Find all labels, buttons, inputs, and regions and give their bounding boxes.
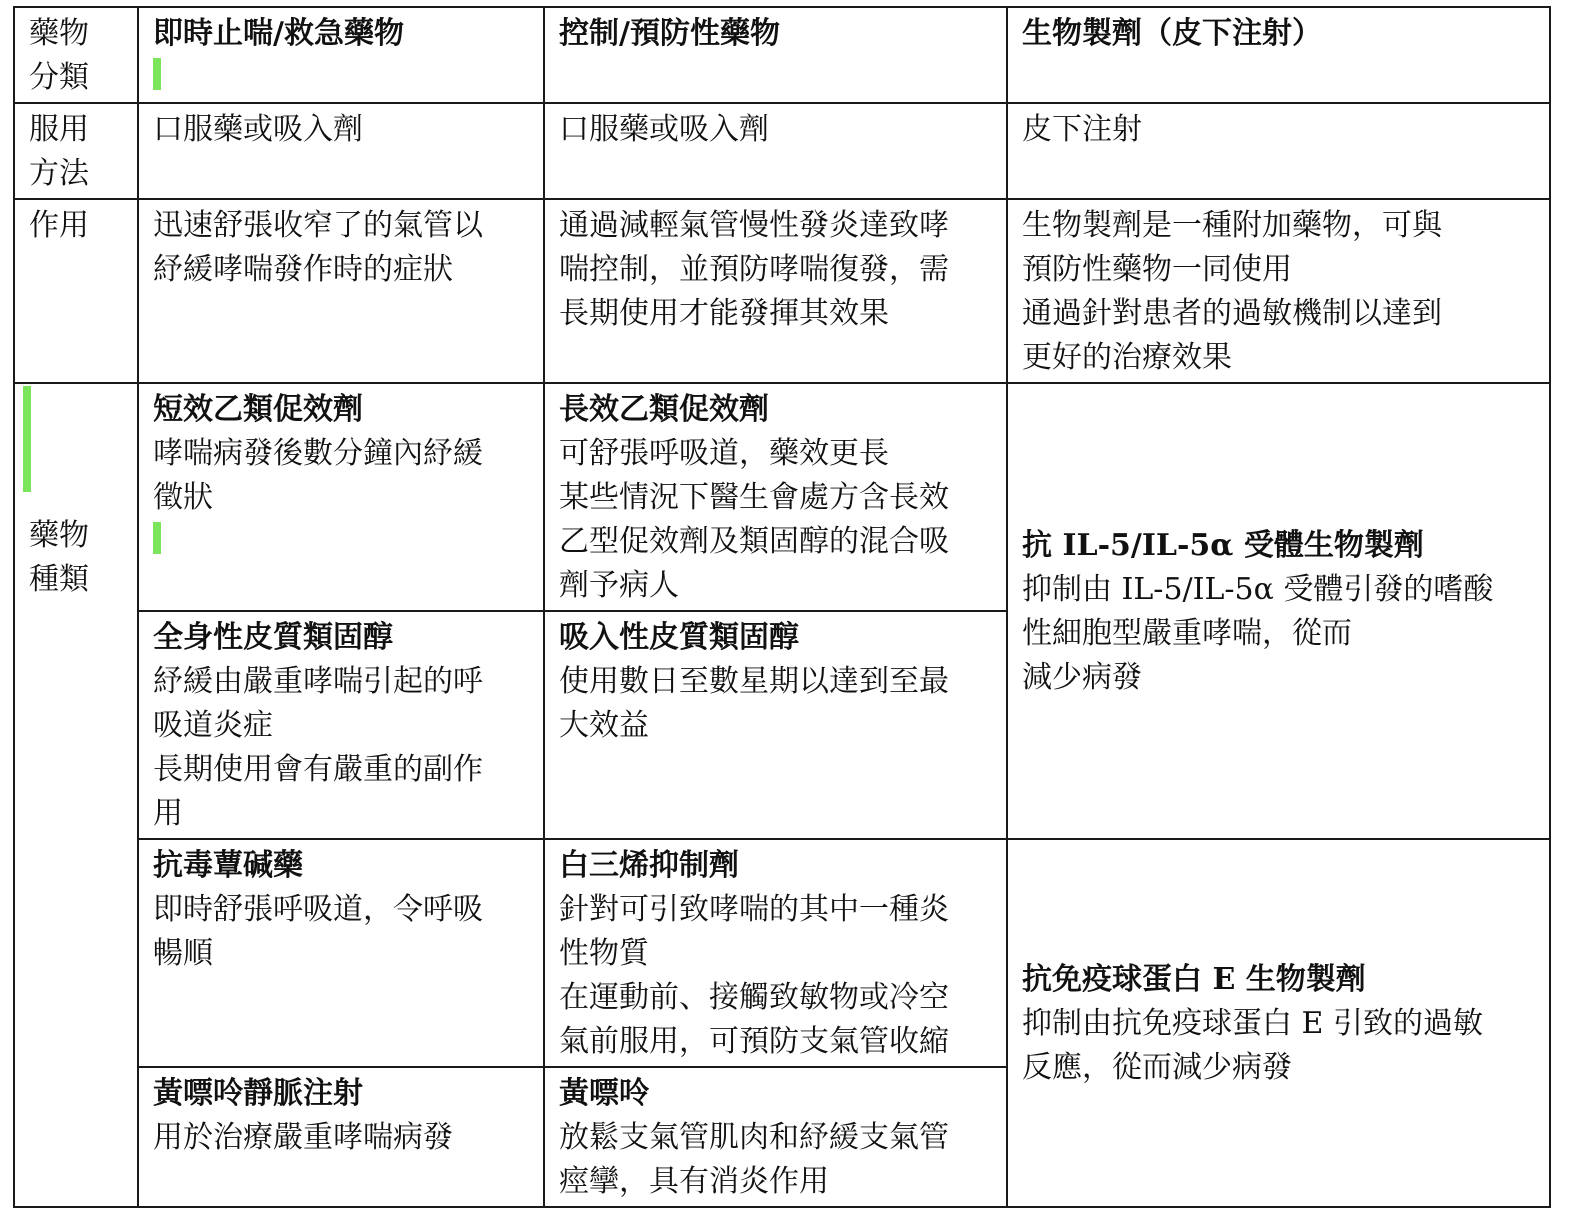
- ige-title: 抗免疫球蛋白 E 生物製劑: [1022, 962, 1366, 997]
- systemic-steroid-title: 全身性皮質類固醇: [153, 620, 393, 655]
- effect-biologic-line-3: 通過針對患者的過敏機制以達到: [1022, 296, 1442, 331]
- highlight-marker: [153, 522, 161, 554]
- highlight-marker: [153, 58, 161, 90]
- effect-controller-line-3: 長期使用才能發揮其效果: [559, 296, 889, 331]
- ige-line-1: 抑制由抗免疫球蛋白 E 引致的過敏: [1022, 1006, 1483, 1041]
- systemic-steroid-line-3: 長期使用會有嚴重的副作: [153, 752, 483, 787]
- systemic-steroid-line-4: 用: [153, 796, 183, 831]
- types-label-line-1: 藥物: [29, 518, 89, 553]
- effect-biologic-line-4: 更好的治療效果: [1022, 340, 1232, 375]
- header-reliever-title: 即時止喘/救急藥物: [153, 16, 404, 51]
- laba-line-4: 劑予病人: [559, 568, 679, 603]
- effect-label-cell: [14, 199, 138, 383]
- types-row-1: [14, 383, 1550, 611]
- il5-biologic-cell: [1007, 383, 1550, 839]
- inhaled-steroid-line-1: 使用數日至數星期以達到至最: [559, 664, 949, 699]
- leukotriene-line-4: 氣前服用，可預防支氣管收縮: [559, 1024, 949, 1059]
- il5-title: 抗 IL-5/IL-5α 受體生物製劑: [1022, 528, 1424, 563]
- theophylline-line-1: 放鬆支氣管肌肉和紓緩支氣管: [559, 1120, 949, 1155]
- asthma-medication-table: [13, 6, 1551, 1208]
- method-controller-text: 口服藥或吸入劑: [559, 112, 769, 147]
- antimuscarinic-title: 抗毒蕈碱藥: [153, 848, 303, 883]
- effect-controller-line-2: 喘控制，並預防哮喘復發，需: [559, 252, 949, 287]
- types-label-line-2: 種類: [29, 562, 89, 597]
- header-reliever-cell: [138, 7, 544, 103]
- ige-line-2: 反應，從而減少病發: [1022, 1050, 1292, 1085]
- theophylline-iv-line-1: 用於治療嚴重哮喘病發: [153, 1120, 453, 1155]
- systemic-steroid-line-2: 吸道炎症: [153, 708, 273, 743]
- laba-line-2: 某些情況下醫生會處方含長效: [559, 480, 949, 515]
- effect-biologic-line-2: 預防性藥物一同使用: [1022, 252, 1292, 287]
- method-biologic-text: 皮下注射: [1022, 112, 1142, 147]
- leukotriene-title: 白三烯抑制劑: [559, 848, 739, 883]
- antimuscarinic-line-2: 暢順: [153, 936, 213, 971]
- method-biologic-cell: [1007, 103, 1550, 199]
- saba-line-1: 哮喘病發後數分鐘內紓緩: [153, 436, 483, 471]
- method-row: [14, 103, 1550, 199]
- inhaled-steroid-line-2: 大效益: [559, 708, 649, 743]
- header-biologic-title: 生物製劑（皮下注射）: [1022, 16, 1322, 51]
- theophylline-line-2: 痙攣，具有消炎作用: [559, 1164, 829, 1199]
- leukotriene-line-1: 針對可引致哮喘的其中一種炎: [559, 892, 949, 927]
- leukotriene-line-3: 在運動前、接觸致敏物或冷空: [559, 980, 949, 1015]
- laba-line-3: 乙型促效劑及類固醇的混合吸: [559, 524, 949, 559]
- method-label-line-1: 服用: [29, 112, 89, 147]
- header-controller-title: 控制/預防性藥物: [559, 16, 780, 51]
- ige-biologic-cell: [1007, 839, 1550, 1207]
- theophylline-title: 黃嘌呤: [559, 1076, 649, 1111]
- types-row-3: [14, 839, 1550, 1067]
- method-label-cell: [14, 103, 138, 199]
- antimuscarinic-line-1: 即時舒張呼吸道，令呼吸: [153, 892, 483, 927]
- effect-reliever-line-1: 迅速舒張收窄了的氣管以: [153, 208, 483, 243]
- systemic-steroid-line-1: 紓緩由嚴重哮喘引起的呼: [153, 664, 483, 699]
- il5-line-1: 抑制由 IL-5/IL-5α 受體引發的嗜酸: [1022, 572, 1494, 607]
- method-reliever-cell: [138, 103, 544, 199]
- header-biologic-cell: [1007, 7, 1550, 103]
- saba-title: 短效乙類促效劑: [153, 392, 363, 427]
- method-reliever-text: 口服藥或吸入劑: [153, 112, 363, 147]
- leukotriene-cell: [544, 839, 1007, 1067]
- header-category-line-1: 藥物: [29, 16, 89, 51]
- il5-line-3: 減少病發: [1022, 660, 1142, 695]
- effect-controller-line-1: 通過減輕氣管慢性發炎達致哮: [559, 208, 949, 243]
- types-label-cell: [14, 383, 138, 1207]
- header-row: [14, 7, 1550, 103]
- method-label-line-2: 方法: [29, 156, 89, 191]
- inhaled-steroid-title: 吸入性皮質類固醇: [559, 620, 799, 655]
- inhaled-steroid-cell: [544, 611, 1007, 839]
- effect-reliever-cell: [138, 199, 544, 383]
- laba-cell: [544, 383, 1007, 611]
- effect-biologic-line-1: 生物製劑是一種附加藥物，可與: [1022, 208, 1442, 243]
- theophylline-iv-cell: [138, 1067, 544, 1207]
- effect-label: 作用: [29, 208, 89, 243]
- effect-controller-cell: [544, 199, 1007, 383]
- theophylline-iv-title: 黃嘌呤靜脈注射: [153, 1076, 363, 1111]
- effect-biologic-cell: [1007, 199, 1550, 383]
- effect-row: [14, 199, 1550, 383]
- laba-line-1: 可舒張呼吸道，藥效更長: [559, 436, 889, 471]
- header-category-cell: [14, 7, 138, 103]
- header-controller-cell: [544, 7, 1007, 103]
- leukotriene-line-2: 性物質: [559, 936, 649, 971]
- theophylline-cell: [544, 1067, 1007, 1207]
- saba-cell: [138, 383, 544, 611]
- il5-line-2: 性細胞型嚴重哮喘，從而: [1022, 616, 1352, 651]
- header-category-line-2: 分類: [29, 60, 89, 95]
- laba-title: 長效乙類促效劑: [559, 392, 769, 427]
- systemic-steroid-cell: [138, 611, 544, 839]
- antimuscarinic-cell: [138, 839, 544, 1067]
- method-controller-cell: [544, 103, 1007, 199]
- saba-line-2: 徵狀: [153, 480, 213, 515]
- highlight-marker: [23, 386, 31, 492]
- effect-reliever-line-2: 紓緩哮喘發作時的症狀: [153, 252, 453, 287]
